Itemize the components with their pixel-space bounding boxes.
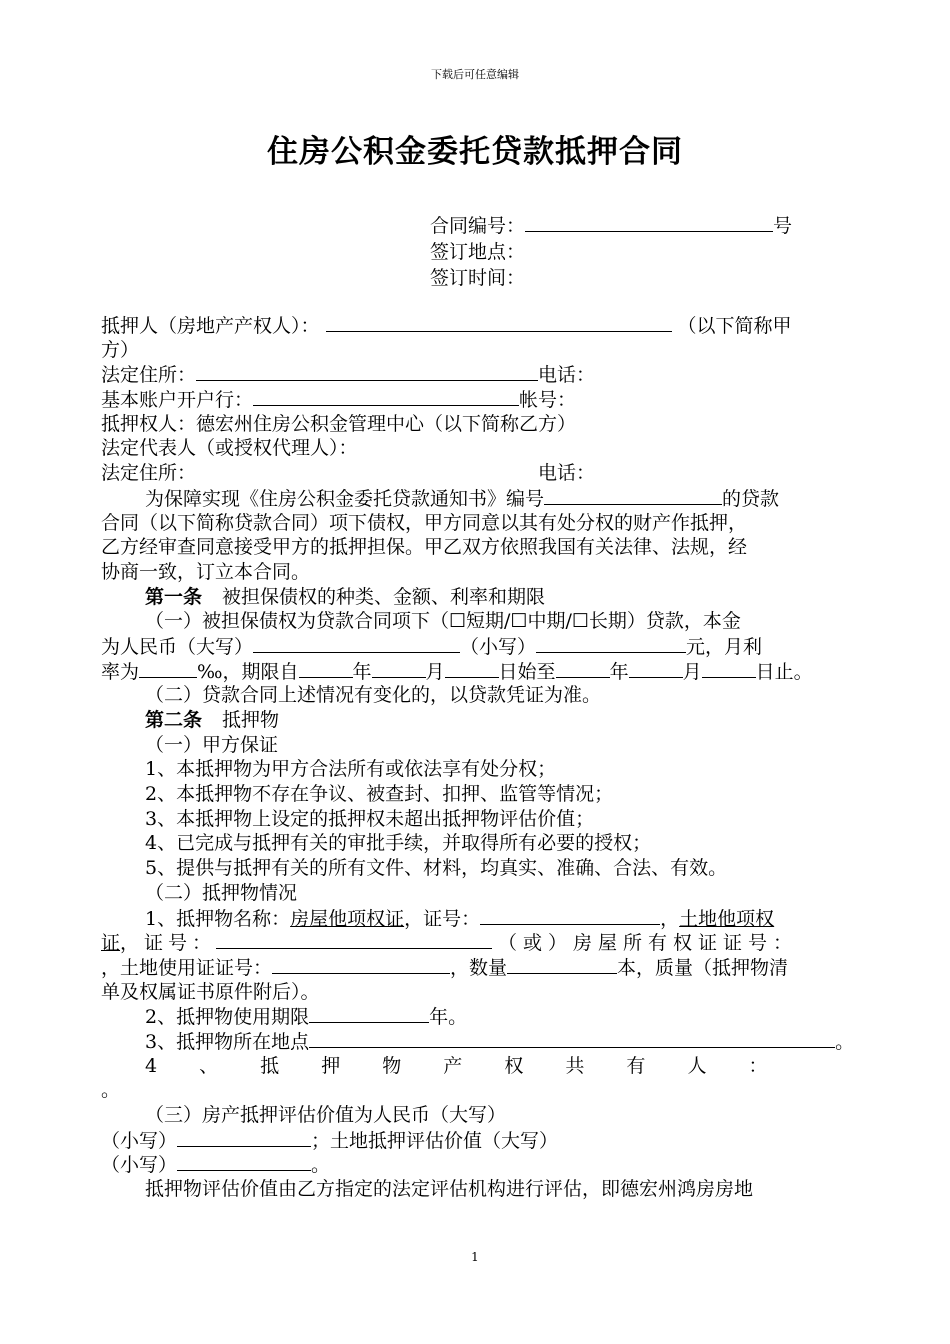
start-year-label: 年 — [352, 660, 372, 683]
period-blank[interactable] — [309, 1004, 429, 1023]
principal-upper-blank[interactable] — [253, 634, 460, 653]
location-blank[interactable] — [309, 1029, 835, 1048]
party-b-address-line — [101, 461, 863, 486]
article-1-item-1b — [101, 634, 863, 659]
preamble-line-2: 合同（以下简称贷款合同）项下债权，甲方同意以其有处分权的财产作抵押， — [101, 511, 748, 534]
cert-no-label: ，证号： — [404, 907, 481, 930]
preamble-line-4: 协商一致，订立本合同。 — [101, 560, 311, 583]
mortgagor-blank[interactable] — [326, 313, 672, 332]
mortgagor-suffix-2: 方） — [101, 338, 140, 361]
guarantee-item-5: 5、提供与抵押有关的所有文件、材料，均真实、准确、合法、有效。 — [145, 857, 728, 880]
valuation-line: （三）房产抵押评估价值为人民币（大写） — [145, 1104, 507, 1126]
end-month-blank[interactable] — [629, 659, 683, 678]
contract-body — [101, 313, 863, 1202]
start-day-label: 日始至 — [498, 660, 556, 683]
location-label: 3、抵押物所在地点 — [145, 1030, 310, 1053]
mortgagee-line: 抵押权人：德宏州住房公积金管理中心（以下简称乙方） — [101, 412, 577, 435]
land-cert-value-end: 证 — [101, 932, 121, 955]
article-1-item-2: （二）贷款合同上述情况有变化的，以贷款凭证为准。 — [145, 684, 602, 707]
bank-line — [101, 387, 863, 412]
guarantee-item-2: 2、本抵押物不存在争议、被查封、扣押、监管等情况； — [145, 783, 614, 806]
principal-unit: 元，月利 — [686, 635, 763, 658]
article-1-item-1c — [101, 659, 863, 684]
appraisal-line: 抵押物评估价值由乙方指定的法定评估机构进行评估，即德宏州鸿房房地 — [145, 1178, 754, 1201]
contract-number-suffix: 号 — [773, 215, 793, 237]
account-label: 帐号： — [519, 389, 577, 412]
house-cert-label: （或）房屋所有权证证号： — [498, 932, 799, 955]
notice-number-blank[interactable] — [544, 486, 722, 505]
land-use-blank[interactable] — [272, 955, 450, 974]
address-label-b: 法定住所： — [101, 462, 197, 485]
period-unit: 年。 — [429, 1006, 468, 1029]
land-cert-no-label: ，证号： — [120, 932, 217, 955]
house-small-blank[interactable] — [177, 1128, 311, 1147]
phone-label: 电话： — [538, 364, 596, 387]
article-1-item-1a: （一）被担保债权为贷款合同项下（☐短期/☐中期/☐长期）贷款，本金 — [145, 610, 741, 633]
co-owners-end: 。 — [101, 1079, 121, 1102]
bank-blank[interactable] — [253, 387, 519, 406]
land-small-end: 。 — [311, 1154, 331, 1177]
valuation-small-line-1 — [101, 1128, 863, 1153]
valuation-small-line-2 — [101, 1152, 863, 1177]
article-2-number: 第二条 — [145, 709, 203, 731]
principal-lower-blank[interactable] — [536, 634, 686, 653]
article-1-title: 被担保债权的种类、金额、利率和期限 — [222, 585, 546, 608]
phone-label-b: 电话： — [538, 462, 596, 485]
end-day-blank[interactable] — [702, 659, 756, 678]
article-1-heading — [101, 585, 863, 610]
period-line — [101, 1004, 863, 1029]
co-owners-line: 4 、 抵 押 物 产 权 共 有 人 ： — [145, 1054, 768, 1077]
address-label: 法定住所： — [101, 364, 197, 387]
land-use-line — [101, 955, 863, 980]
collateral-name-value: 房屋他项权证 — [290, 907, 405, 930]
quantity-blank[interactable] — [507, 955, 617, 974]
quality-label: 本，质量（抵押物清 — [617, 956, 789, 979]
start-month-blank[interactable] — [372, 659, 426, 678]
start-day-blank[interactable] — [445, 659, 499, 678]
contract-number-line — [430, 213, 792, 239]
contract-meta — [430, 213, 792, 291]
page-number: 1 — [471, 1250, 479, 1264]
rate-label: 率为 — [101, 660, 140, 683]
land-cert-line — [101, 930, 863, 955]
collateral-name-line — [101, 906, 863, 931]
article-2-title: 抵押物 — [222, 709, 280, 731]
principal-upper-label: 为人民币（大写） — [101, 635, 254, 658]
header-note: 下载后可任意编辑 — [431, 68, 519, 81]
quantity-label: ，数量 — [450, 956, 508, 979]
preamble-line-1 — [101, 486, 863, 511]
rate-blank[interactable] — [139, 659, 197, 678]
contract-number-label: 合同编号： — [430, 215, 526, 237]
mortgagor-label: 抵押人（房地产产权人）： — [101, 315, 320, 337]
article-1-number: 第一条 — [145, 585, 203, 608]
collateral-subheading: （二）抵押物情况 — [145, 881, 298, 904]
comma: ， — [660, 907, 680, 930]
end-year-label: 年 — [609, 660, 629, 683]
start-year-blank[interactable] — [299, 659, 353, 678]
guarantee-item-4: 4、已完成与抵押有关的审批手续，并取得所有必要的授权； — [145, 832, 652, 855]
contract-number-blank[interactable] — [525, 213, 773, 232]
address-blank[interactable] — [196, 362, 538, 381]
land-small-label: （小写） — [101, 1154, 178, 1177]
article-2-heading — [101, 708, 863, 733]
mortgagor-line — [101, 313, 863, 338]
land-cert-no-blank[interactable] — [216, 930, 492, 949]
preamble-text-1b: 的贷款 — [722, 487, 780, 510]
preamble-text-1a: 为保障实现《住房公积金委托贷款通知书》编号 — [145, 487, 545, 510]
document-title: 住房公积金委托贷款抵押合同 — [267, 134, 683, 170]
cert-no-blank[interactable] — [480, 906, 660, 925]
guarantee-item-3: 3、本抵押物上设定的抵押权未超出抵押物评估价值； — [145, 807, 595, 830]
mortgagor-suffix: （以下简称甲 — [677, 315, 792, 337]
bank-label: 基本账户开户行： — [101, 389, 254, 412]
land-use-label: ，土地使用证证号： — [101, 956, 273, 979]
collateral-name-label: 1、抵押物名称： — [145, 907, 291, 930]
land-valuation-label: ；土地抵押评估价值（大写） — [311, 1129, 559, 1152]
list-note-line: 单及权属证书原件附后）。 — [101, 980, 320, 1003]
location-line — [101, 1029, 863, 1054]
sign-time-line: 签订时间： — [430, 267, 526, 289]
location-end: 。 — [835, 1030, 855, 1053]
end-day-label: 日止。 — [755, 660, 813, 683]
preamble-line-3: 乙方经审查同意接受甲方的抵押担保。甲乙双方依照我国有关法律、法规，经 — [101, 536, 748, 559]
end-year-blank[interactable] — [556, 659, 610, 678]
party-a-address-line — [101, 362, 863, 387]
period-label: 2、抵押物使用期限 — [145, 1006, 310, 1029]
guarantee-subheading: （一）甲方保证 — [145, 733, 279, 756]
term-label: ‰，期限自 — [197, 660, 299, 683]
land-cert-value: 土地他项权 — [679, 907, 775, 930]
start-month-label: 月 — [425, 660, 445, 683]
guarantee-item-1: 1、本抵押物为甲方合法所有或依法享有处分权； — [145, 758, 557, 781]
sign-place-line: 签订地点： — [430, 241, 526, 263]
house-small-label: （小写） — [101, 1129, 178, 1152]
representative-line: 法定代表人（或授权代理人）： — [101, 437, 358, 460]
principal-lower-label: （小写） — [460, 635, 537, 658]
end-month-label: 月 — [682, 660, 702, 683]
land-small-blank[interactable] — [177, 1152, 311, 1171]
